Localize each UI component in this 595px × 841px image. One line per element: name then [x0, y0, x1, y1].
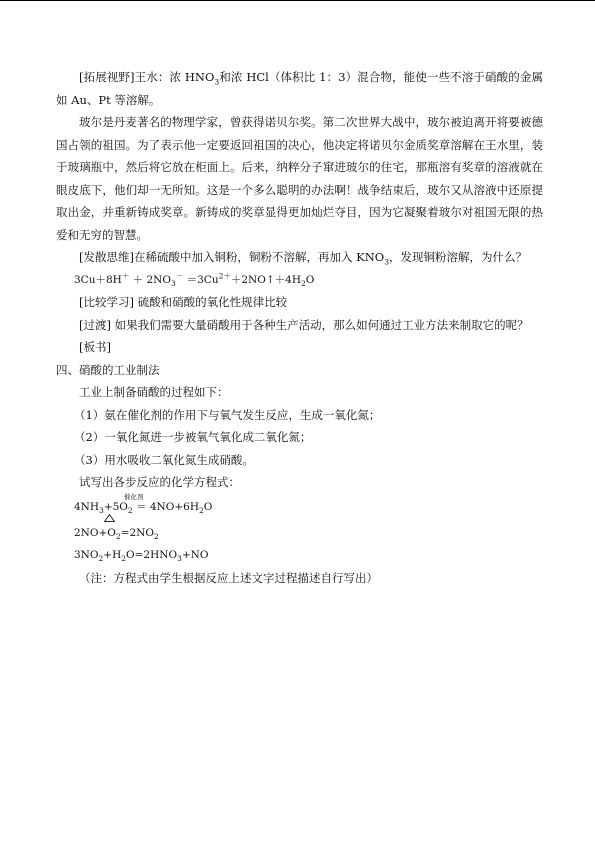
header-rule	[0, 0, 595, 1]
ionic-equation: $3Cu+8H^+ + 2NO_3^-$ $=3Cu^{2+}+2NO↑+4H_2O$	[74, 271, 315, 288]
bohr-story-paragraph: 玻尔是丹麦著名的物理学家，曾获得诺贝尔奖。第二次世界大战中，玻尔被迫离开将要被德国占领的祖国。为了表示他一定要返回祖国的决心，他决定将诺贝尔金质奖章溶解在王水里，装于玻璃瓶中，然后将它放在柜面上。后来，纳粹分子窜进玻尔的住宅，那瓶溶有奖章的溶液就在眼皮底下，他们却一无所知。这是一个多么聪明的办法啊！战争结束后，玻尔又从溶液中还原提取出金，并重新铸成奖章。新铸成的奖章显得更加灿烂夺目，因为它凝聚着玻尔对祖国无限的热爱和无穷的智慧。	[56, 115, 543, 242]
divergent-thinking-paragraph: [发散思维]在稀硫酸中加入铜粉，铜粉不溶解，再加入 $KNO_3$，发现铜粉溶解，为什么？	[79, 250, 528, 267]
step-3: （3）用水吸收二氧化氮生成硝酸。	[74, 452, 254, 467]
section-heading: 四、硝酸的工业制法	[56, 362, 160, 377]
equation-no2-absorption: $3NO_2+H_2O=2HNO_3+NO$	[74, 549, 209, 564]
expand-view-paragraph: [拓展视野]王水：浓 $HNO_3$和浓 HCl（体积比 1：3）混合物，能使一些不溶于硝酸的金属如 Au、Pt 等溶解。	[56, 70, 543, 107]
equation-no-oxidation: $2NO+O_2=2NO_2$	[74, 526, 159, 541]
equals-sign: ＝	[132, 500, 150, 513]
equation-prompt: 试写出各步反应的化学方程式：	[79, 475, 240, 489]
transition-paragraph: [过渡] 如果我们需要大量硝酸用于各种生产活动，那么如何通过工业方法来制取它的呢？	[79, 317, 529, 332]
divergent-thinking-tag: [发散思维]	[79, 250, 134, 264]
catalyst-label: 催化剂	[124, 492, 144, 501]
document-body	[56, 66, 543, 589]
step-2: （2）一氧化氮进一步被氧气氧化成二氧化氮；	[74, 430, 312, 444]
equation-ammonia-oxidation: 催化剂 $4NH_3+5O_2 = 4NO+6H_2O$	[56, 494, 543, 522]
board-label: [板书]	[79, 340, 111, 354]
expand-view-tag: [拓展视野]	[79, 70, 135, 84]
teacher-note: （注：方程式由学生根据反应上述文字过程描述自行写出）	[79, 570, 378, 585]
process-intro: 工业上制备硝酸的过程如下：	[79, 385, 229, 399]
step-1: （1）氨在催化剂的作用下与氧气发生反应，生成一氧化氮；	[74, 407, 381, 422]
triangle-heat-icon	[104, 514, 115, 522]
compare-learning-line: [比较学习] 硫酸和硝酸的氧化性规律比较	[79, 295, 288, 309]
